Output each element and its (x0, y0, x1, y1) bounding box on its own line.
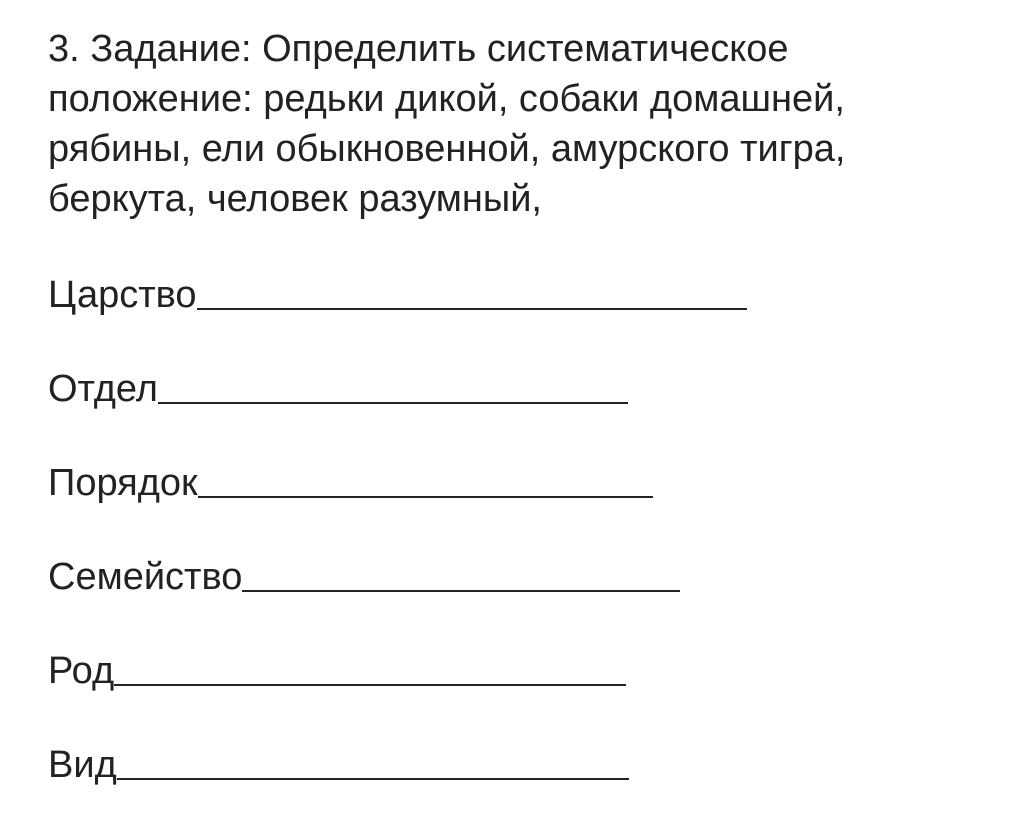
task-line: положение: редьки дикой, собаки домашней, (48, 78, 845, 120)
field-label-division: Отдел (48, 368, 158, 410)
task-line: беркута, человек разумный, (48, 178, 542, 220)
task-text (48, 24, 988, 224)
field-kingdom (48, 268, 747, 320)
field-genus (48, 644, 747, 696)
answer-blank-species[interactable] (117, 778, 629, 780)
field-label-family: Семейство (48, 556, 243, 598)
field-label-kingdom: Царство (48, 274, 197, 316)
field-label-species: Вид (48, 744, 117, 786)
field-division (48, 362, 747, 414)
answer-blank-family[interactable] (242, 590, 680, 592)
answer-blank-genus[interactable] (114, 684, 626, 686)
field-family (48, 550, 747, 602)
field-order (48, 456, 747, 508)
answer-blank-order[interactable] (198, 496, 653, 498)
task-line: 3. Задание: Определить систематическое (48, 28, 789, 70)
field-label-order: Порядок (48, 462, 198, 504)
field-species (48, 738, 747, 790)
task-line: рябины, ели обыкновенной, амурского тигра, (48, 128, 846, 170)
answer-blank-kingdom[interactable] (197, 308, 747, 310)
answer-fields (48, 268, 747, 832)
field-label-genus: Род (48, 650, 115, 692)
answer-blank-division[interactable] (158, 402, 628, 404)
